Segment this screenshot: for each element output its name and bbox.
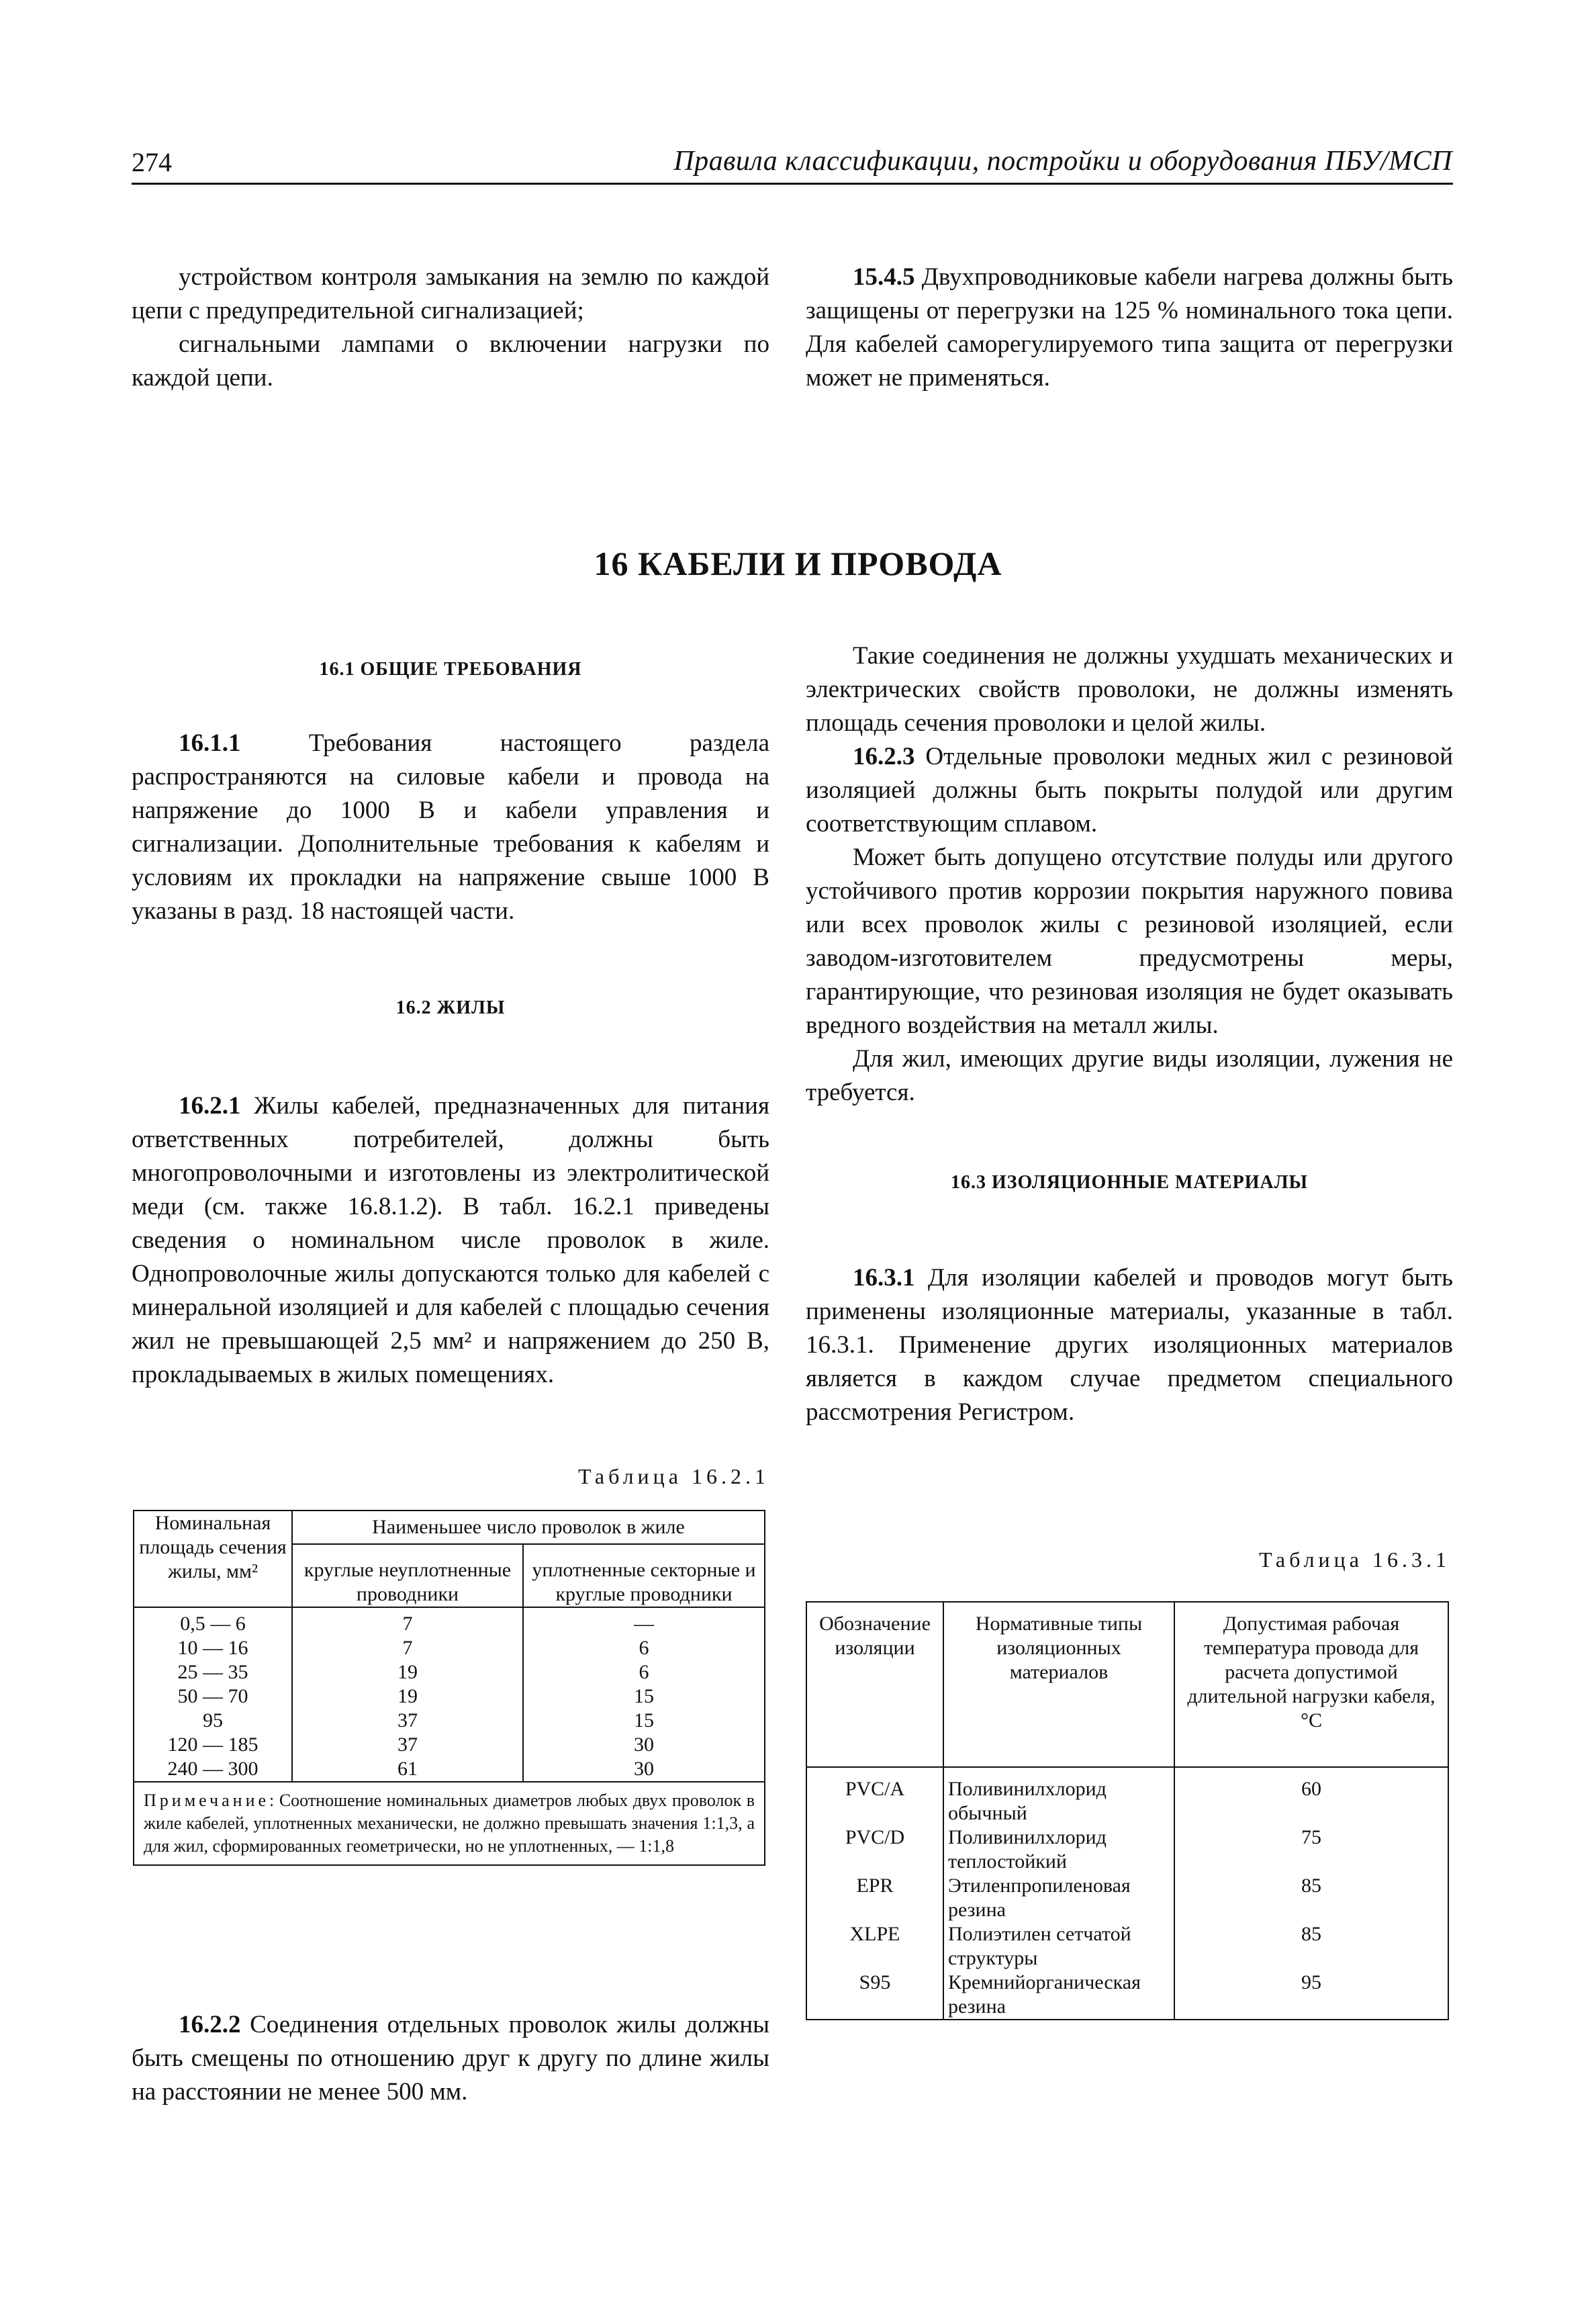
cell: 6 bbox=[639, 1661, 649, 1683]
paragraph: Такие соединения не должны ухудшать механических и электрических свойств проволоки, не должны изменять площадь сечения проволоки и целой жилы. bbox=[806, 642, 1453, 737]
paragraph-16-1-1 bbox=[132, 727, 769, 928]
cell: 120 — 185 bbox=[167, 1733, 259, 1756]
cell: 0,5 — 6 bbox=[180, 1613, 246, 1635]
cell: Поливинилхлорид теплостойкий bbox=[943, 1825, 1174, 1874]
cell: S95 bbox=[806, 1971, 943, 2020]
page-number: 274 bbox=[132, 147, 172, 177]
compact-column bbox=[523, 1607, 765, 1782]
header-round-conductors: круглые неуплотненные проводники bbox=[292, 1544, 523, 1607]
section-number: 16.2.2 bbox=[179, 2011, 241, 2038]
cell: 37 bbox=[397, 1733, 418, 1756]
section-number: 16.3.1 bbox=[853, 1264, 915, 1292]
running-title: Правила классификации, постройки и оборудования ПБУ/МСП bbox=[673, 146, 1452, 177]
cell: PVC/A bbox=[806, 1767, 943, 1825]
cell: EPR bbox=[806, 1874, 943, 1922]
cell: 240 — 300 bbox=[167, 1758, 259, 1780]
paragraph-16-2-2 bbox=[132, 2008, 769, 2109]
table-caption-16-3-1: Таблица 16.3.1 bbox=[1259, 1547, 1450, 1572]
cell: 7 bbox=[402, 1613, 413, 1635]
cell: Поливинилхлорид обычный bbox=[943, 1767, 1174, 1825]
cell: 19 bbox=[397, 1661, 418, 1683]
table-note bbox=[134, 1782, 765, 1865]
paragraph-16-2-1 bbox=[132, 1089, 769, 1392]
cell: 95 bbox=[203, 1709, 223, 1731]
header-insulation-code: Обозначение изоляции bbox=[806, 1602, 943, 1767]
paragraph-text: Отдельные проволоки медных жил с резиновой изоляцией должны быть покрыты полудой или другим соответствующим сплавом. bbox=[806, 743, 1453, 838]
header-permissible-temp: Допустимая рабочая температура провода для расчета допустимой длительной нагрузки кабеля, °С bbox=[1174, 1602, 1448, 1767]
table-row bbox=[134, 1607, 765, 1782]
paragraph-text: Двухпроводниковые кабели нагрева должны быть защищены от перегрузки на 125 % номинального тока цепи. Для кабелей саморегулируемого типа защита от перегрузки может не применяться. bbox=[806, 263, 1453, 392]
table-row bbox=[806, 1767, 1448, 1825]
cell: 61 bbox=[397, 1758, 418, 1780]
section-number: 16.2.3 bbox=[853, 743, 915, 770]
section-number: 16.2.1 bbox=[179, 1092, 241, 1120]
round-column bbox=[292, 1607, 523, 1782]
table-caption-16-2-1: Таблица 16.2.1 bbox=[578, 1464, 769, 1488]
paragraph-text: Для изоляции кабелей и проводов могут быть применены изоляционные материалы, указанные в табл. 16.3.1. Применение других изоляционных материалов является в каждом случае предметом специального рассмотрения Регистром. bbox=[806, 1264, 1453, 1426]
header-compact-conductors: уплотненные секторные и круглые проводники bbox=[523, 1544, 765, 1607]
table-row bbox=[806, 1825, 1448, 1874]
paragraph: сигнальными лампами о включении нагрузки по каждой цепи. bbox=[132, 330, 769, 392]
cell: — bbox=[634, 1613, 654, 1635]
subsection-heading-16-1: 16.1 ОБЩИЕ ТРЕБОВАНИЯ bbox=[319, 659, 582, 680]
note-label: Примечание bbox=[144, 1791, 270, 1810]
cell: 30 bbox=[634, 1758, 654, 1780]
left-column bbox=[132, 645, 769, 1392]
paragraph-16-2-3 bbox=[806, 740, 1453, 841]
paragraph-16-3-1 bbox=[806, 1261, 1453, 1429]
right-column bbox=[806, 639, 1453, 1429]
table-16-2-1 bbox=[133, 1510, 765, 1866]
cell: PVC/D bbox=[806, 1825, 943, 1874]
cell: 30 bbox=[634, 1733, 654, 1756]
cell: 15 bbox=[634, 1685, 654, 1707]
cell: 95 bbox=[1174, 1971, 1448, 2020]
cell: XLPE bbox=[806, 1922, 943, 1971]
cell: 6 bbox=[639, 1637, 649, 1659]
cell: 85 bbox=[1174, 1874, 1448, 1922]
paragraph: Может быть допущено отсутствие полуды или другого устойчивого против коррозии покрытия наружного повива или всех проволок жилы с резиновой изоляцией, если заводом-изготовителем предусмотрены меры, гарантирующие, что резиновая изоляция не будет оказывать вредного воздействия на металл жилы. bbox=[806, 844, 1453, 1039]
paragraph-text: Соединения отдельных проволок жилы должны быть смещены по отношению друг к другу по длине жилы на расстоянии не менее 500 мм. bbox=[132, 2011, 769, 2106]
paragraph: устройством контроля замыкания на землю по каждой цепи с предупредительной сигнализацией; bbox=[132, 263, 769, 324]
table-row bbox=[806, 1971, 1448, 2020]
cell: Этиленпропиленовая резина bbox=[943, 1874, 1174, 1922]
table-row bbox=[806, 1874, 1448, 1922]
cell: 15 bbox=[634, 1709, 654, 1731]
cell: Полиэтилен сетчатой структуры bbox=[943, 1922, 1174, 1971]
header-divider bbox=[132, 183, 1453, 185]
top-left-column bbox=[132, 261, 769, 395]
top-right-column bbox=[806, 261, 1453, 395]
cell: 85 bbox=[1174, 1922, 1448, 1971]
cell: 60 bbox=[1174, 1767, 1448, 1825]
paragraph-text: Требования настоящего раздела распространяются на силовые кабели и провода на напряжение до 1000 В и кабели управления и сигнализации. Дополнительные требования к кабелям и условиям их прокладки на напряжение свыше 1000 В указаны в разд. 18 настоящей части. bbox=[132, 729, 769, 925]
header-material-type: Нормативные типы изоляционных материалов bbox=[943, 1602, 1174, 1767]
chapter-title: 16 КАБЕЛИ И ПРОВОДА bbox=[594, 545, 1002, 582]
cell: 37 bbox=[397, 1709, 418, 1731]
cell: 75 bbox=[1174, 1825, 1448, 1874]
cell: 25 — 35 bbox=[177, 1661, 248, 1683]
paragraph-15-4-5 bbox=[806, 261, 1453, 395]
note-text: : Соотношение номинальных диаметров любых двух проволок в жиле кабелей, уплотненных механически, не должно превышать значения 1:1,3, а для жил, сформированных геометрически, но не уплотненных, — 1:1,8 bbox=[144, 1791, 755, 1856]
table-row bbox=[806, 1922, 1448, 1971]
cell: 19 bbox=[397, 1685, 418, 1707]
subsection-heading-16-2: 16.2 ЖИЛЫ bbox=[395, 997, 506, 1018]
section-number: 15.4.5 bbox=[853, 263, 915, 291]
cell: Кремнийорганическая резина bbox=[943, 1971, 1174, 2020]
left-column-bottom bbox=[132, 2008, 769, 2109]
section-number: 16.1.1 bbox=[179, 729, 241, 757]
paragraph: Для жил, имеющих другие виды изоляции, лужения не требуется. bbox=[806, 1045, 1453, 1106]
cell: 50 — 70 bbox=[177, 1685, 248, 1707]
subsection-heading-16-3: 16.3 ИЗОЛЯЦИОННЫЕ МАТЕРИАЛЫ bbox=[950, 1172, 1309, 1193]
header-min-wire-count: Наименьшее число проволок в жиле bbox=[292, 1511, 765, 1544]
cell: 10 — 16 bbox=[177, 1637, 248, 1659]
cell: 7 bbox=[402, 1637, 413, 1659]
paragraph-text: Жилы кабелей, предназначенных для питания ответственных потребителей, должны быть многопроволочными и изготовлены из электролитической меди (см. также 16.8.1.2). В табл. 16.2.1 приведены сведения о номинальном числе проволок в жиле. Однопроволочные жилы допускаются только для кабелей с минеральной изоляцией и для кабелей с площадью сечения жил не превышающей 2,5 мм² и напряжением до 250 В, прокладываемых в жилых помещениях. bbox=[132, 1092, 769, 1388]
area-column bbox=[134, 1607, 292, 1782]
table-16-3-1 bbox=[806, 1601, 1449, 2020]
header-cross-section: Номинальная площадь сечения жилы, мм² bbox=[134, 1511, 292, 1607]
